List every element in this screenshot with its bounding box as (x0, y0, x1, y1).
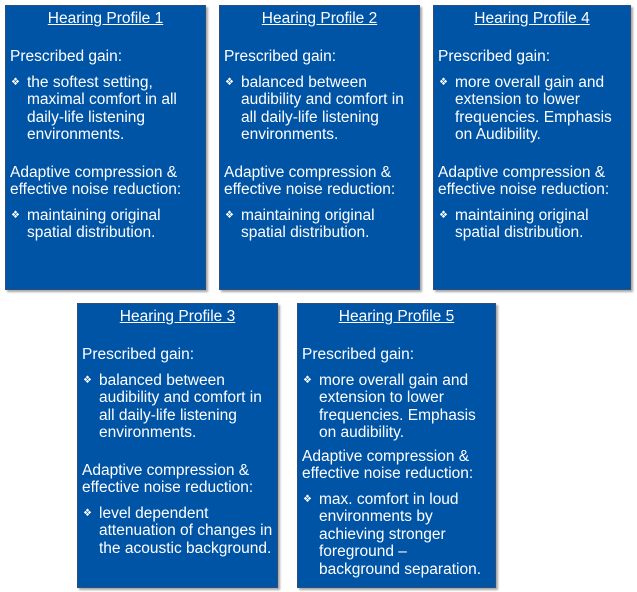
card-hearing-profile-4 (433, 5, 631, 290)
card-hearing-profile-2 (219, 5, 420, 290)
compression-heading: Adaptive compression & effective noise reduction: (82, 461, 254, 496)
card-title: Hearing Profile 4 (474, 10, 590, 27)
card-title: Hearing Profile 3 (119, 308, 236, 325)
gain-bullet (438, 74, 626, 144)
compression-bullet-text: maintaining original spatial distribution. (27, 206, 161, 241)
gain-bullet (302, 372, 491, 442)
gain-heading: Prescribed gain: (302, 346, 415, 363)
compression-bullet (302, 491, 491, 579)
gain-bullet (224, 74, 415, 144)
compression-heading: Adaptive compression & effective noise reduction: (302, 447, 474, 482)
compression-bullet (224, 207, 415, 242)
compression-bullet-text: max. comfort in loud environments by achieving stronger foreground – background separation. (319, 490, 482, 578)
gain-bullet-text: more overall gain and extension to lower frequencies. Emphasis on Audibility. (455, 73, 612, 143)
gain-heading: Prescribed gain: (438, 48, 551, 65)
compression-heading: Adaptive compression & effective noise reduction: (438, 163, 610, 198)
gain-heading: Prescribed gain: (224, 48, 337, 65)
gain-bullet (10, 74, 201, 144)
compression-bullet (438, 207, 626, 242)
gain-heading: Prescribed gain: (10, 48, 123, 65)
diamond-bullet-icon: ❖ (303, 374, 312, 386)
card-title: Hearing Profile 5 (338, 308, 455, 325)
gain-bullet-text: the softest setting, maximal comfort in all daily-life listening environments. (27, 73, 177, 143)
diamond-bullet-icon: ❖ (83, 374, 92, 386)
compression-bullet-text: maintaining original spatial distribution. (241, 206, 375, 241)
diamond-bullet-icon: ❖ (303, 493, 312, 505)
gain-bullet-text: more overall gain and extension to lower frequencies. Emphasis on audibility. (319, 371, 476, 441)
diamond-bullet-icon: ❖ (439, 209, 448, 221)
diamond-bullet-icon: ❖ (225, 76, 234, 88)
gain-bullet-text: balanced between audibility and comfort in all daily-life listening environments. (241, 73, 404, 143)
diamond-bullet-icon: ❖ (439, 76, 448, 88)
compression-bullet (82, 505, 273, 558)
compression-heading: Adaptive compression & effective noise reduction: (10, 163, 182, 198)
card-hearing-profile-1 (5, 5, 206, 290)
diamond-bullet-icon: ❖ (83, 507, 92, 519)
compression-bullet-text: level dependent attenuation of changes in the acoustic background. (99, 504, 273, 557)
gain-bullet (82, 372, 273, 442)
compression-bullet-text: maintaining original spatial distribution. (455, 206, 589, 241)
diamond-bullet-icon: ❖ (11, 209, 20, 221)
card-hearing-profile-5 (297, 303, 496, 588)
card-title: Hearing Profile 2 (261, 10, 378, 27)
gain-heading: Prescribed gain: (82, 346, 195, 363)
diamond-bullet-icon: ❖ (225, 209, 234, 221)
card-hearing-profile-3 (77, 303, 278, 588)
card-title: Hearing Profile 1 (47, 10, 164, 27)
gain-bullet-text: balanced between audibility and comfort in all daily-life listening environments. (99, 371, 262, 441)
compression-heading: Adaptive compression & effective noise reduction: (224, 163, 396, 198)
diamond-bullet-icon: ❖ (11, 76, 20, 88)
compression-bullet (10, 207, 201, 242)
